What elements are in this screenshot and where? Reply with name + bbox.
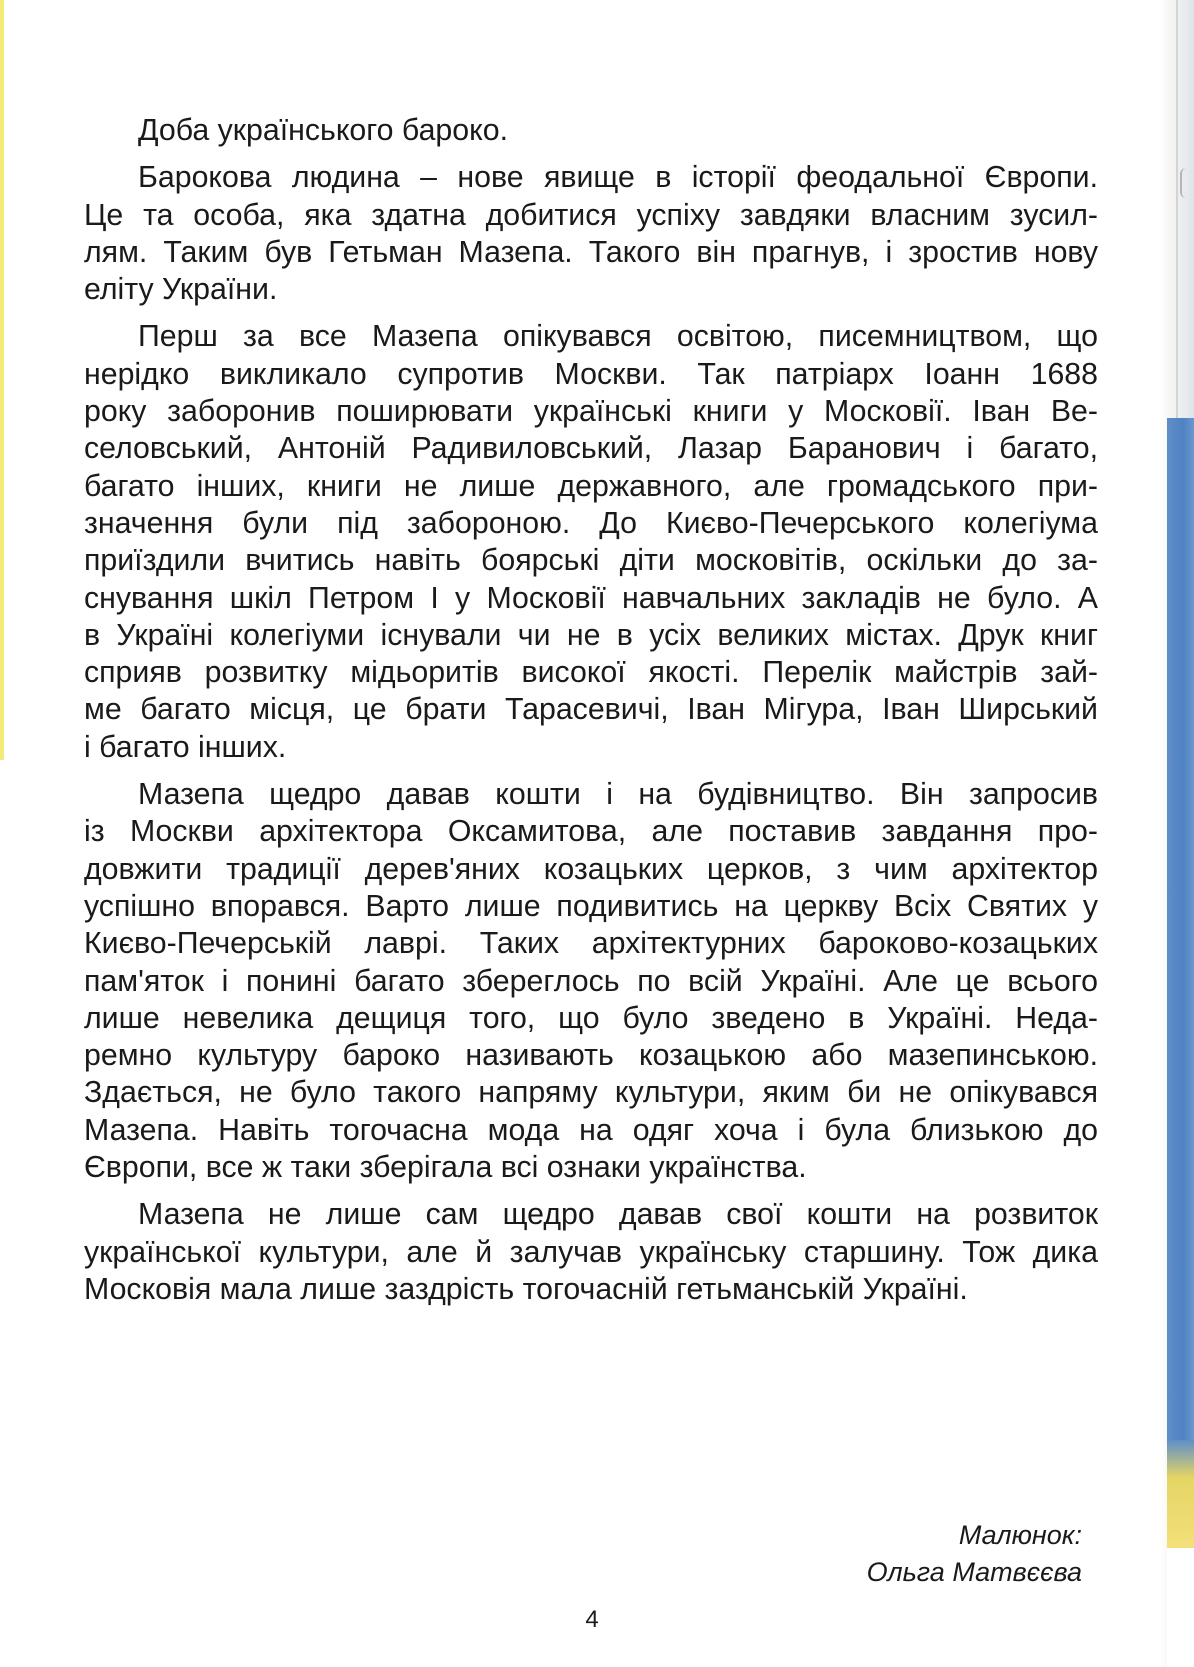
text-line: багато інших, книги не лише державного, але громадського при- <box>84 469 1098 503</box>
credit-name: Ольга Матвєєва <box>866 1557 1082 1587</box>
text-line: Здається, не було такого напряму культури, яким би не опікувався <box>84 1076 1098 1110</box>
yellow-cover-stripe <box>1167 1440 1194 1548</box>
text-line: значення були під забороною. До Києво-Печерського колегіума <box>84 506 1098 540</box>
text-line: снування шкіл Петром І у Московії навчальних закладів не було. А <box>84 581 1098 615</box>
credit-label: Малюнок: <box>958 1520 1082 1550</box>
text-line: ме багато місця, це брати Тарасевичі, Іван Мігура, Іван Ширський <box>84 693 1098 727</box>
text-line: приїздили вчитись навіть боярські діти московітів, оскільки до за- <box>84 544 1098 578</box>
yellow-page-edge <box>0 0 4 760</box>
text-line: селовський, Антоній Радивиловський, Лазар Баранович і багато, <box>84 432 1098 466</box>
text-line: Мазепа щедро давав кошти і на будівництво. Він запросив <box>138 778 1098 812</box>
text-line: Це та особа, яка здатна добитися успіху завдяки власним зусил- <box>84 198 1098 232</box>
text-line: еліту України. <box>84 273 278 307</box>
paragraph-1 <box>84 112 1098 149</box>
text-line: сприяв розвитку мідьоритів високої якості. Перелік майстрів зай- <box>84 656 1098 690</box>
paragraph-3 <box>84 318 1098 766</box>
page-number: 4 <box>585 1606 599 1633</box>
text-line: із Москви архітектора Оксамитова, але поставив завдання про- <box>84 815 1098 849</box>
text-line: Доба українського бароко. <box>138 114 508 147</box>
text-line: української культури, але й залучав українську старшину. Тож дика <box>84 1235 1098 1269</box>
edge-bracket-mark <box>1180 168 1188 198</box>
text-line: лям. Таким був Гетьман Мазепа. Такого він прагнув, і зростив нову <box>84 235 1098 269</box>
text-line: ремно культуру бароко називають козацькою або мазепинською. <box>84 1039 1098 1073</box>
text-line: Перш за все Мазепа опікувався освітою, писемництвом, що <box>138 320 1098 354</box>
text-line: нерідко викликало супротив Москви. Так патріарх Іоанн 1688 <box>84 357 1098 391</box>
body-text <box>84 112 1098 1318</box>
text-line: Мазепа не лише сам щедро давав свої кошти на розвиток <box>138 1198 1098 1232</box>
text-line: лише невелика дещиця того, що було зведено в Україні. Неда- <box>84 1001 1098 1035</box>
paragraph-4 <box>84 776 1098 1186</box>
text-line: Києво-Печерській лаврі. Таких архітектурних бароково-козацьких <box>84 927 1098 961</box>
text-line: Барокова людина – нове явище в історії феодальної Європи. <box>138 161 1098 195</box>
text-line: довжити традиції дерев'яних козацьких церков, з чим архітектор <box>84 852 1098 886</box>
text-line: року заборонив поширювати українські книги у Московії. Іван Ве- <box>84 395 1098 429</box>
text-line: пам'яток і понині багато збереглось по всій Україні. Але це всього <box>84 964 1098 998</box>
paragraph-5 <box>84 1196 1098 1308</box>
text-line: Мазепа. Навіть тогочасна мода на одяг хоча і була близькою до <box>84 1113 1098 1147</box>
blue-cover-stripe <box>1167 418 1194 1548</box>
illustration-credit <box>867 1517 1082 1591</box>
text-line: Європи, все ж таки зберігала всі ознаки українства. <box>84 1151 807 1185</box>
text-line: успішно впорався. Варто лише подивитись на церкву Всіх Святих у <box>84 889 1098 923</box>
text-line: в Україні колегіуми існували чи не в усіх великих містах. Друк книг <box>84 618 1098 652</box>
text-line: і багато інших. <box>84 730 287 764</box>
paragraph-2 <box>84 159 1098 308</box>
text-line: Московія мала лише заздрість тогочасній гетьманській Україні. <box>84 1272 968 1306</box>
cover-stripe-end <box>1167 1548 1194 1667</box>
